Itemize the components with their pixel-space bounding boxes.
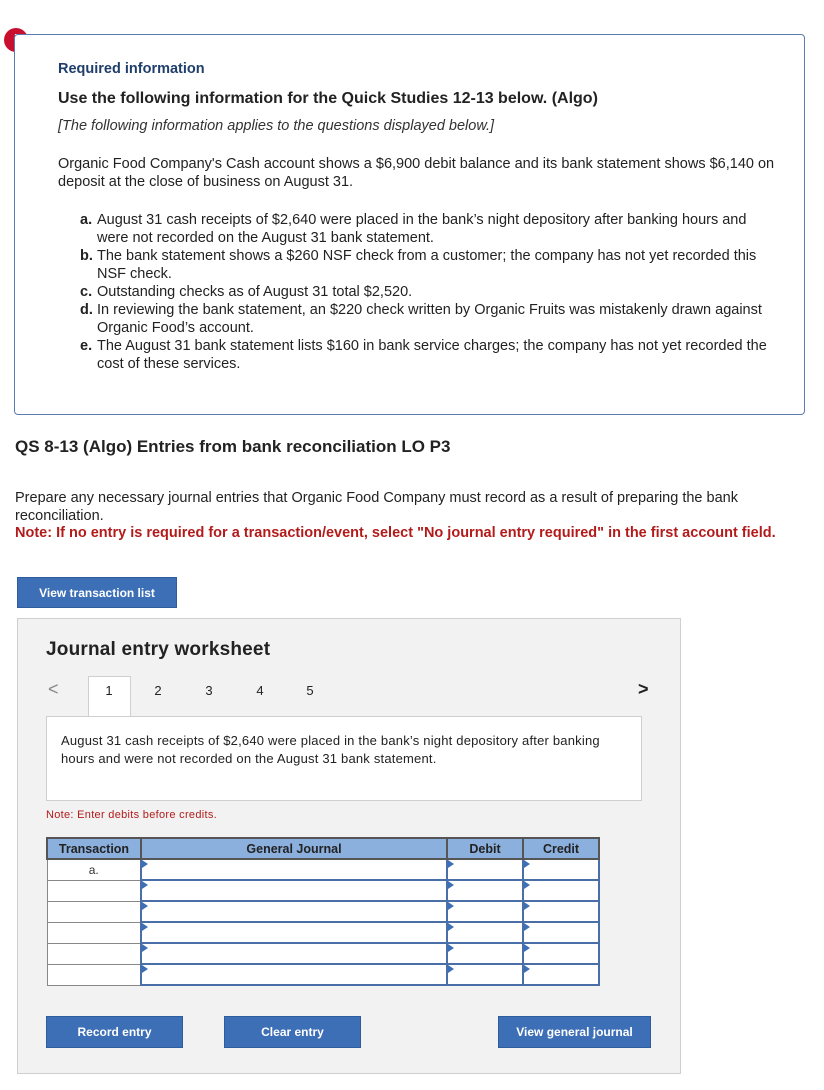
question-prompt: Prepare any necessary journal entries that Organic Food Company must record as a result of preparing the bank reconciliation. xyxy=(15,490,738,524)
transaction-cell xyxy=(47,922,141,943)
table-row xyxy=(47,943,599,964)
record-entry-button[interactable]: Record entry xyxy=(46,1016,183,1048)
info-list xyxy=(80,211,770,373)
list-item xyxy=(80,211,770,247)
intro-paragraph: Organic Food Company's Cash account shows a $6,900 debit balance and its bank statement shows $6,140 on deposit at the close of business on August 31. xyxy=(58,156,775,190)
debit-input[interactable] xyxy=(447,901,523,922)
worksheet-title: Journal entry worksheet xyxy=(46,639,271,660)
header-general-journal: General Journal xyxy=(141,838,447,859)
credit-input[interactable] xyxy=(523,943,599,964)
item-text: In reviewing the bank statement, an $220 check written by Organic Fruits was mistakenly drawn against Organic Food’s account. xyxy=(97,302,762,336)
transaction-cell xyxy=(47,943,141,964)
transaction-cell xyxy=(47,901,141,922)
debit-input[interactable] xyxy=(447,943,523,964)
item-label: b. xyxy=(80,248,93,264)
item-label: a. xyxy=(80,212,93,228)
header-debit: Debit xyxy=(447,838,523,859)
credit-input[interactable] xyxy=(523,964,599,985)
table-row xyxy=(47,964,599,985)
view-transaction-list-button[interactable]: View transaction list xyxy=(17,577,177,608)
tab-3[interactable]: 3 xyxy=(205,683,213,698)
debit-input[interactable] xyxy=(447,880,523,901)
use-following-info: Use the following information for the Quick Studies 12-13 below. (Algo) xyxy=(58,90,598,107)
list-item xyxy=(80,247,770,283)
transaction-cell: a. xyxy=(47,859,141,880)
item-text: The bank statement shows a $260 NSF check from a customer; the company has not yet recorded this NSF check. xyxy=(97,248,757,282)
table-row xyxy=(47,922,599,943)
required-information-panel xyxy=(14,34,805,415)
account-input[interactable] xyxy=(141,901,447,922)
header-transaction: Transaction xyxy=(47,838,141,859)
item-text: The August 31 bank statement lists $160 in bank service charges; the company has not yet recorded the cost of these services. xyxy=(97,338,767,372)
journal-entry-worksheet xyxy=(17,618,681,1074)
chevron-left-icon[interactable]: < xyxy=(48,679,59,699)
chevron-right-icon[interactable]: > xyxy=(638,679,649,699)
credit-input[interactable] xyxy=(523,901,599,922)
item-label: e. xyxy=(80,338,93,354)
account-input[interactable] xyxy=(141,922,447,943)
item-label: c. xyxy=(80,284,93,300)
list-item xyxy=(80,301,770,337)
no-entry-note: Note: If no entry is required for a transaction/event, select "No journal entry required" in the first account field. xyxy=(15,525,776,541)
item-label: d. xyxy=(80,302,93,318)
credit-input[interactable] xyxy=(523,880,599,901)
list-item xyxy=(80,337,770,373)
list-item xyxy=(80,283,770,301)
header-credit: Credit xyxy=(523,838,599,859)
tab-1[interactable]: 1 xyxy=(105,683,113,698)
transaction-cell xyxy=(47,880,141,901)
debits-credits-note: Note: Enter debits before credits. xyxy=(46,809,218,821)
applies-note: [The following information applies to the questions displayed below.] xyxy=(58,118,495,134)
account-input[interactable] xyxy=(141,943,447,964)
tab-5[interactable]: 5 xyxy=(306,683,314,698)
account-input[interactable] xyxy=(141,880,447,901)
debit-input[interactable] xyxy=(447,859,523,880)
credit-input[interactable] xyxy=(523,922,599,943)
required-info-heading: Required information xyxy=(58,61,205,77)
clear-entry-button[interactable]: Clear entry xyxy=(224,1016,361,1048)
account-input[interactable] xyxy=(141,964,447,985)
tab-2[interactable]: 2 xyxy=(154,683,162,698)
transaction-cell xyxy=(47,964,141,985)
table-row xyxy=(47,901,599,922)
table-row xyxy=(47,859,599,880)
item-text: Outstanding checks as of August 31 total $2,520. xyxy=(97,284,413,300)
credit-input[interactable] xyxy=(523,859,599,880)
debit-input[interactable] xyxy=(447,922,523,943)
view-general-journal-button[interactable]: View general journal xyxy=(498,1016,651,1048)
table-row xyxy=(47,880,599,901)
account-input[interactable] xyxy=(141,859,447,880)
item-text: August 31 cash receipts of $2,640 were placed in the bank’s night depository after banking hours and were not recorded on the August 31 bank statement. xyxy=(97,212,747,246)
journal-table xyxy=(46,837,600,986)
tab-4[interactable]: 4 xyxy=(256,683,264,698)
debit-input[interactable] xyxy=(447,964,523,985)
question-title: QS 8-13 (Algo) Entries from bank reconciliation LO P3 xyxy=(15,437,451,456)
transaction-description: August 31 cash receipts of $2,640 were placed in the bank’s night depository after banking hours and were not recorded on the August 31 bank statement. xyxy=(46,716,642,801)
